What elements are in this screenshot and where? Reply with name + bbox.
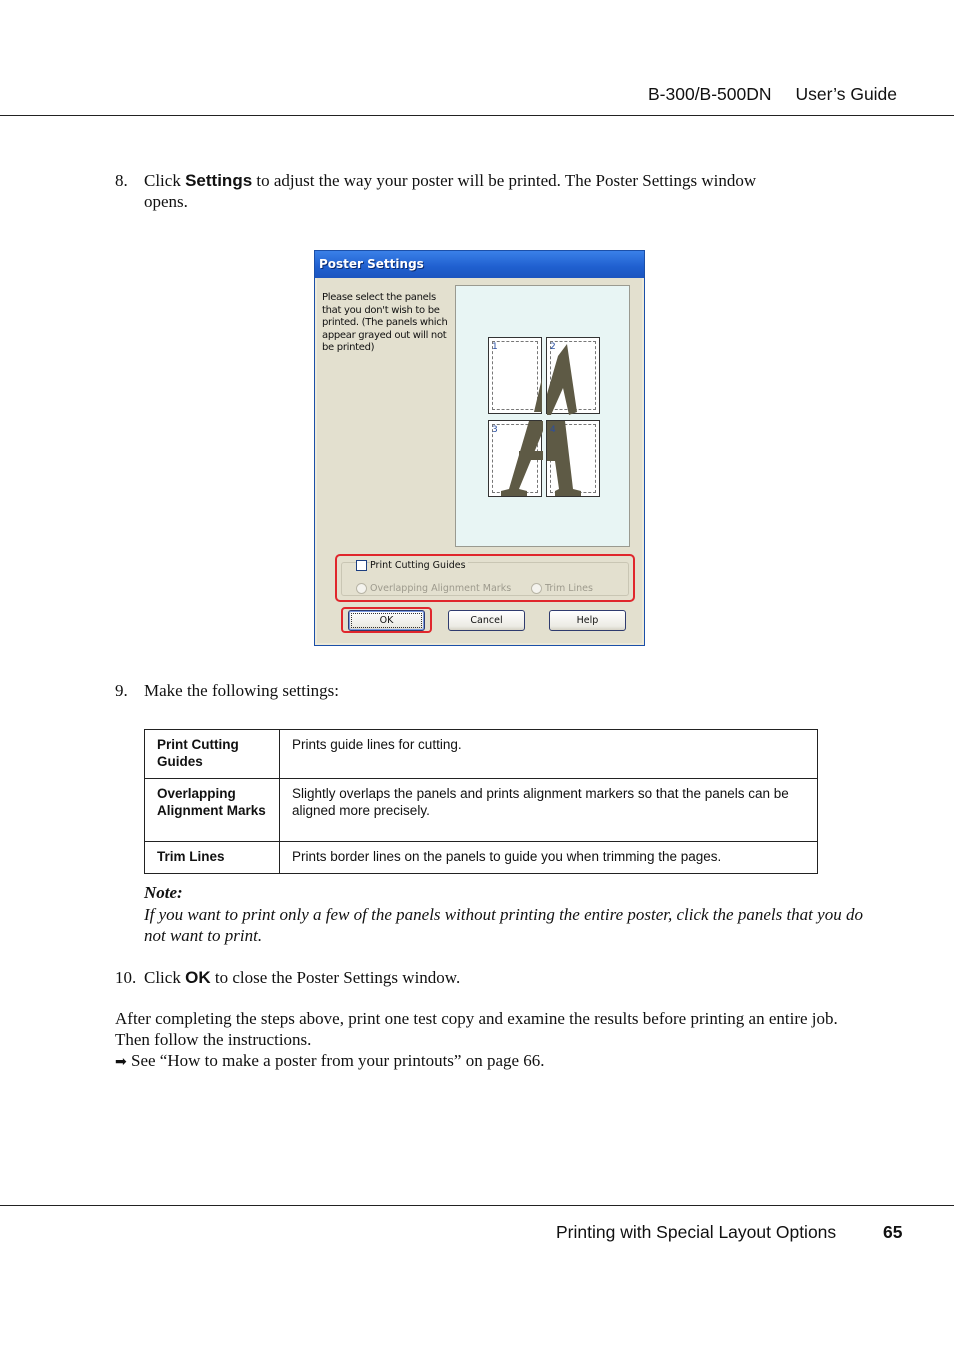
cross-reference-text[interactable]: See “How to make a poster from your printouts” on page 66. bbox=[130, 1051, 545, 1070]
header-rule bbox=[0, 115, 954, 116]
step-10-post: to close the Poster Settings window. bbox=[210, 968, 461, 987]
trim-lines-label: Trim Lines bbox=[545, 583, 593, 594]
header-guide: User’s Guide bbox=[795, 84, 898, 104]
page-number: 65 bbox=[883, 1222, 903, 1242]
cross-reference[interactable] bbox=[115, 1050, 545, 1072]
table-row bbox=[145, 842, 818, 874]
trim-lines-radio[interactable] bbox=[531, 583, 542, 594]
overlapping-marks-label: Overlapping Alignment Marks bbox=[370, 583, 512, 594]
setting-name: Trim Lines bbox=[145, 842, 280, 874]
ok-button[interactable]: OK bbox=[348, 610, 425, 631]
running-header bbox=[648, 84, 897, 105]
dialog-title: Poster Settings bbox=[315, 251, 644, 278]
overlapping-marks-radio[interactable] bbox=[356, 583, 367, 594]
poster-panel-3[interactable] bbox=[488, 420, 542, 497]
note-text: If you want to print only a few of the panels without printing the entire poster, click the panels that you do not want to print. bbox=[144, 905, 863, 945]
step-8-pre: Click bbox=[144, 171, 186, 190]
print-cutting-guides-label: Print Cutting Guides bbox=[370, 560, 466, 571]
step-8-post: to adjust the way your poster will be printed. The Poster Settings window bbox=[252, 171, 757, 190]
settings-table bbox=[144, 729, 818, 874]
dialog-instructions: Please select the panels that you don't wish to be printed. (The panels which appear grayed out will not be printed) bbox=[322, 292, 448, 353]
step-8-line2: opens. bbox=[144, 192, 188, 211]
panel-number-4: 4 bbox=[550, 425, 556, 435]
step-10-bold: OK bbox=[185, 968, 211, 987]
poster-panel-2[interactable] bbox=[546, 337, 600, 414]
panel-number-3: 3 bbox=[492, 425, 498, 435]
arrow-right-icon: ➡ bbox=[115, 1053, 127, 1069]
poster-panel-1[interactable] bbox=[488, 337, 542, 414]
panel-number-2: 2 bbox=[550, 342, 556, 352]
after-paragraph: After completing the steps above, print one test copy and examine the results before printing an entire job. Then follow the instructions. bbox=[115, 1009, 838, 1049]
table-row bbox=[145, 779, 818, 842]
note-title: Note: bbox=[144, 883, 183, 902]
poster-settings-dialog bbox=[314, 250, 645, 646]
setting-description: Prints guide lines for cutting. bbox=[280, 730, 818, 779]
panel-number-1: 1 bbox=[492, 342, 498, 352]
poster-panel-4[interactable] bbox=[546, 420, 600, 497]
table-row bbox=[145, 730, 818, 779]
setting-name: Print Cutting Guides bbox=[145, 730, 280, 779]
step-8-number: 8. bbox=[115, 171, 128, 190]
step-8-bold: Settings bbox=[185, 171, 253, 190]
setting-name: Overlapping Alignment Marks bbox=[145, 779, 280, 842]
step-9-text: Make the following settings: bbox=[144, 681, 340, 700]
options-group-highlight bbox=[335, 554, 635, 602]
cancel-button[interactable]: Cancel bbox=[448, 610, 525, 631]
footer-section: Printing with Special Layout Options bbox=[556, 1222, 837, 1242]
step-9-number: 9. bbox=[115, 681, 128, 700]
dialog-body bbox=[317, 278, 642, 643]
help-button[interactable]: Help bbox=[549, 610, 626, 631]
print-cutting-guides-checkbox[interactable] bbox=[356, 560, 367, 571]
step-10-number: 10. bbox=[115, 968, 137, 987]
header-model: B-300/B-500DN bbox=[648, 84, 772, 104]
footer-rule bbox=[0, 1205, 954, 1206]
setting-description: Prints border lines on the panels to guide you when trimming the pages. bbox=[280, 842, 818, 874]
step-10-pre: Click bbox=[144, 968, 186, 987]
poster-preview bbox=[455, 285, 630, 547]
setting-description: Slightly overlaps the panels and prints alignment markers so that the panels can be aligned more precisely. bbox=[280, 779, 818, 842]
